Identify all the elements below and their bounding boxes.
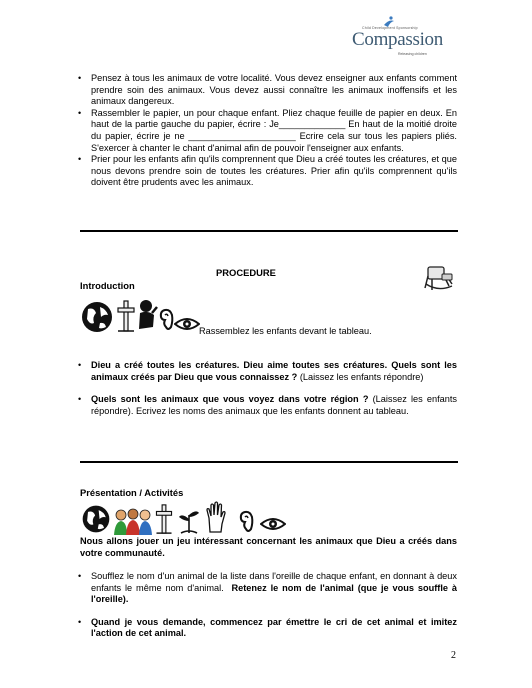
question-bold: Dieu a créé toutes les créatures. Dieu aime toutes ses créatures. Quels sont les animaux créés par Dieu que vous connaissez ? bbox=[91, 360, 457, 382]
activity-list bbox=[80, 571, 457, 640]
page-number: 2 bbox=[451, 650, 456, 661]
activity-bold: Retenez le nom de l'animal (que je vous souffle à l'oreille). bbox=[91, 582, 457, 605]
question-note: (Laissez les enfants répondre) bbox=[297, 371, 424, 382]
plant-icon bbox=[176, 505, 202, 535]
list-item: • Rassembler le papier, un pour chaque enfant. Pliez chaque feuille de papier en deux. En haut de la partie gauche du papier, écrire : Je_____________ En haut de la moitié droite du papier, écrire je ne _____________________ Ecrire cela sur tous les papiers pliés. S'exercer à chanter le chant d'animal afin de pouvoir l'enseigner aux enfants. bbox=[80, 108, 457, 154]
section-divider bbox=[80, 461, 458, 463]
procedure-title: PROCEDURE bbox=[216, 267, 276, 278]
children-group-icon bbox=[112, 508, 154, 536]
eye-icon bbox=[174, 316, 200, 332]
section-divider bbox=[80, 230, 458, 232]
question-note: (Laissez les enfants répondre). Ecrivez les noms des animaux que les enfants donnent au tableau. bbox=[91, 394, 457, 416]
question-bold: Quels sont les animaux que vous voyez dans votre région ? bbox=[91, 394, 369, 405]
logo-subline: Releasing children bbox=[398, 52, 427, 56]
list-item bbox=[80, 394, 457, 417]
chair-icon bbox=[422, 264, 456, 294]
activity-text: Soufflez le nom d'un animal de la liste dans l'oreille de chaque enfant, en donnant à deux enfants le même nom d'animal. bbox=[91, 571, 457, 593]
list-item: • Prier pour les enfants afin qu'ils comprennent que Dieu a créé toutes les créatures, et que nous devons prendre soin de toutes les créatures. Prier afin qu'ils comprennent qu'ils doivent être prudents avec les animaux. bbox=[80, 154, 457, 189]
ear-icon bbox=[238, 509, 256, 535]
activity-bold: Quand je vous demande, commencez par émettre le cri de cet animal et imitez l'action de cet animal. bbox=[91, 616, 457, 639]
logo-wordmark: Compassion bbox=[352, 29, 443, 50]
eye-icon bbox=[260, 516, 286, 532]
preparation-list bbox=[80, 73, 457, 189]
compassion-logo bbox=[352, 16, 443, 60]
cross-icon bbox=[116, 299, 136, 333]
lead-text: Nous allons jouer un jeu intéressant concernant les animaux que Dieu a créés dans votre communauté. bbox=[80, 536, 457, 558]
presentation-heading: Présentation / Activités bbox=[80, 487, 184, 498]
logo-tagline: Child Development Sponsorship bbox=[362, 26, 418, 30]
cross-icon bbox=[154, 503, 174, 535]
list-item bbox=[80, 617, 457, 640]
introduction-heading: Introduction bbox=[80, 280, 135, 291]
globe-icon bbox=[80, 503, 112, 535]
praying-child-icon bbox=[136, 299, 160, 333]
list-item bbox=[80, 571, 457, 606]
gather-instruction: Rassemblez les enfants devant le tableau. bbox=[199, 326, 372, 336]
globe-icon bbox=[80, 299, 114, 335]
introduction-questions bbox=[80, 360, 457, 417]
presentation-lead bbox=[80, 536, 457, 559]
list-item bbox=[80, 360, 457, 383]
list-item: • Pensez à tous les animaux de votre localité. Vous devez enseigner aux enfants comment prendre soin des animaux. Vous devez aussi connaître les animaux inoffensifs et les animaux dangereux. bbox=[80, 73, 457, 108]
hand-icon bbox=[204, 500, 228, 534]
